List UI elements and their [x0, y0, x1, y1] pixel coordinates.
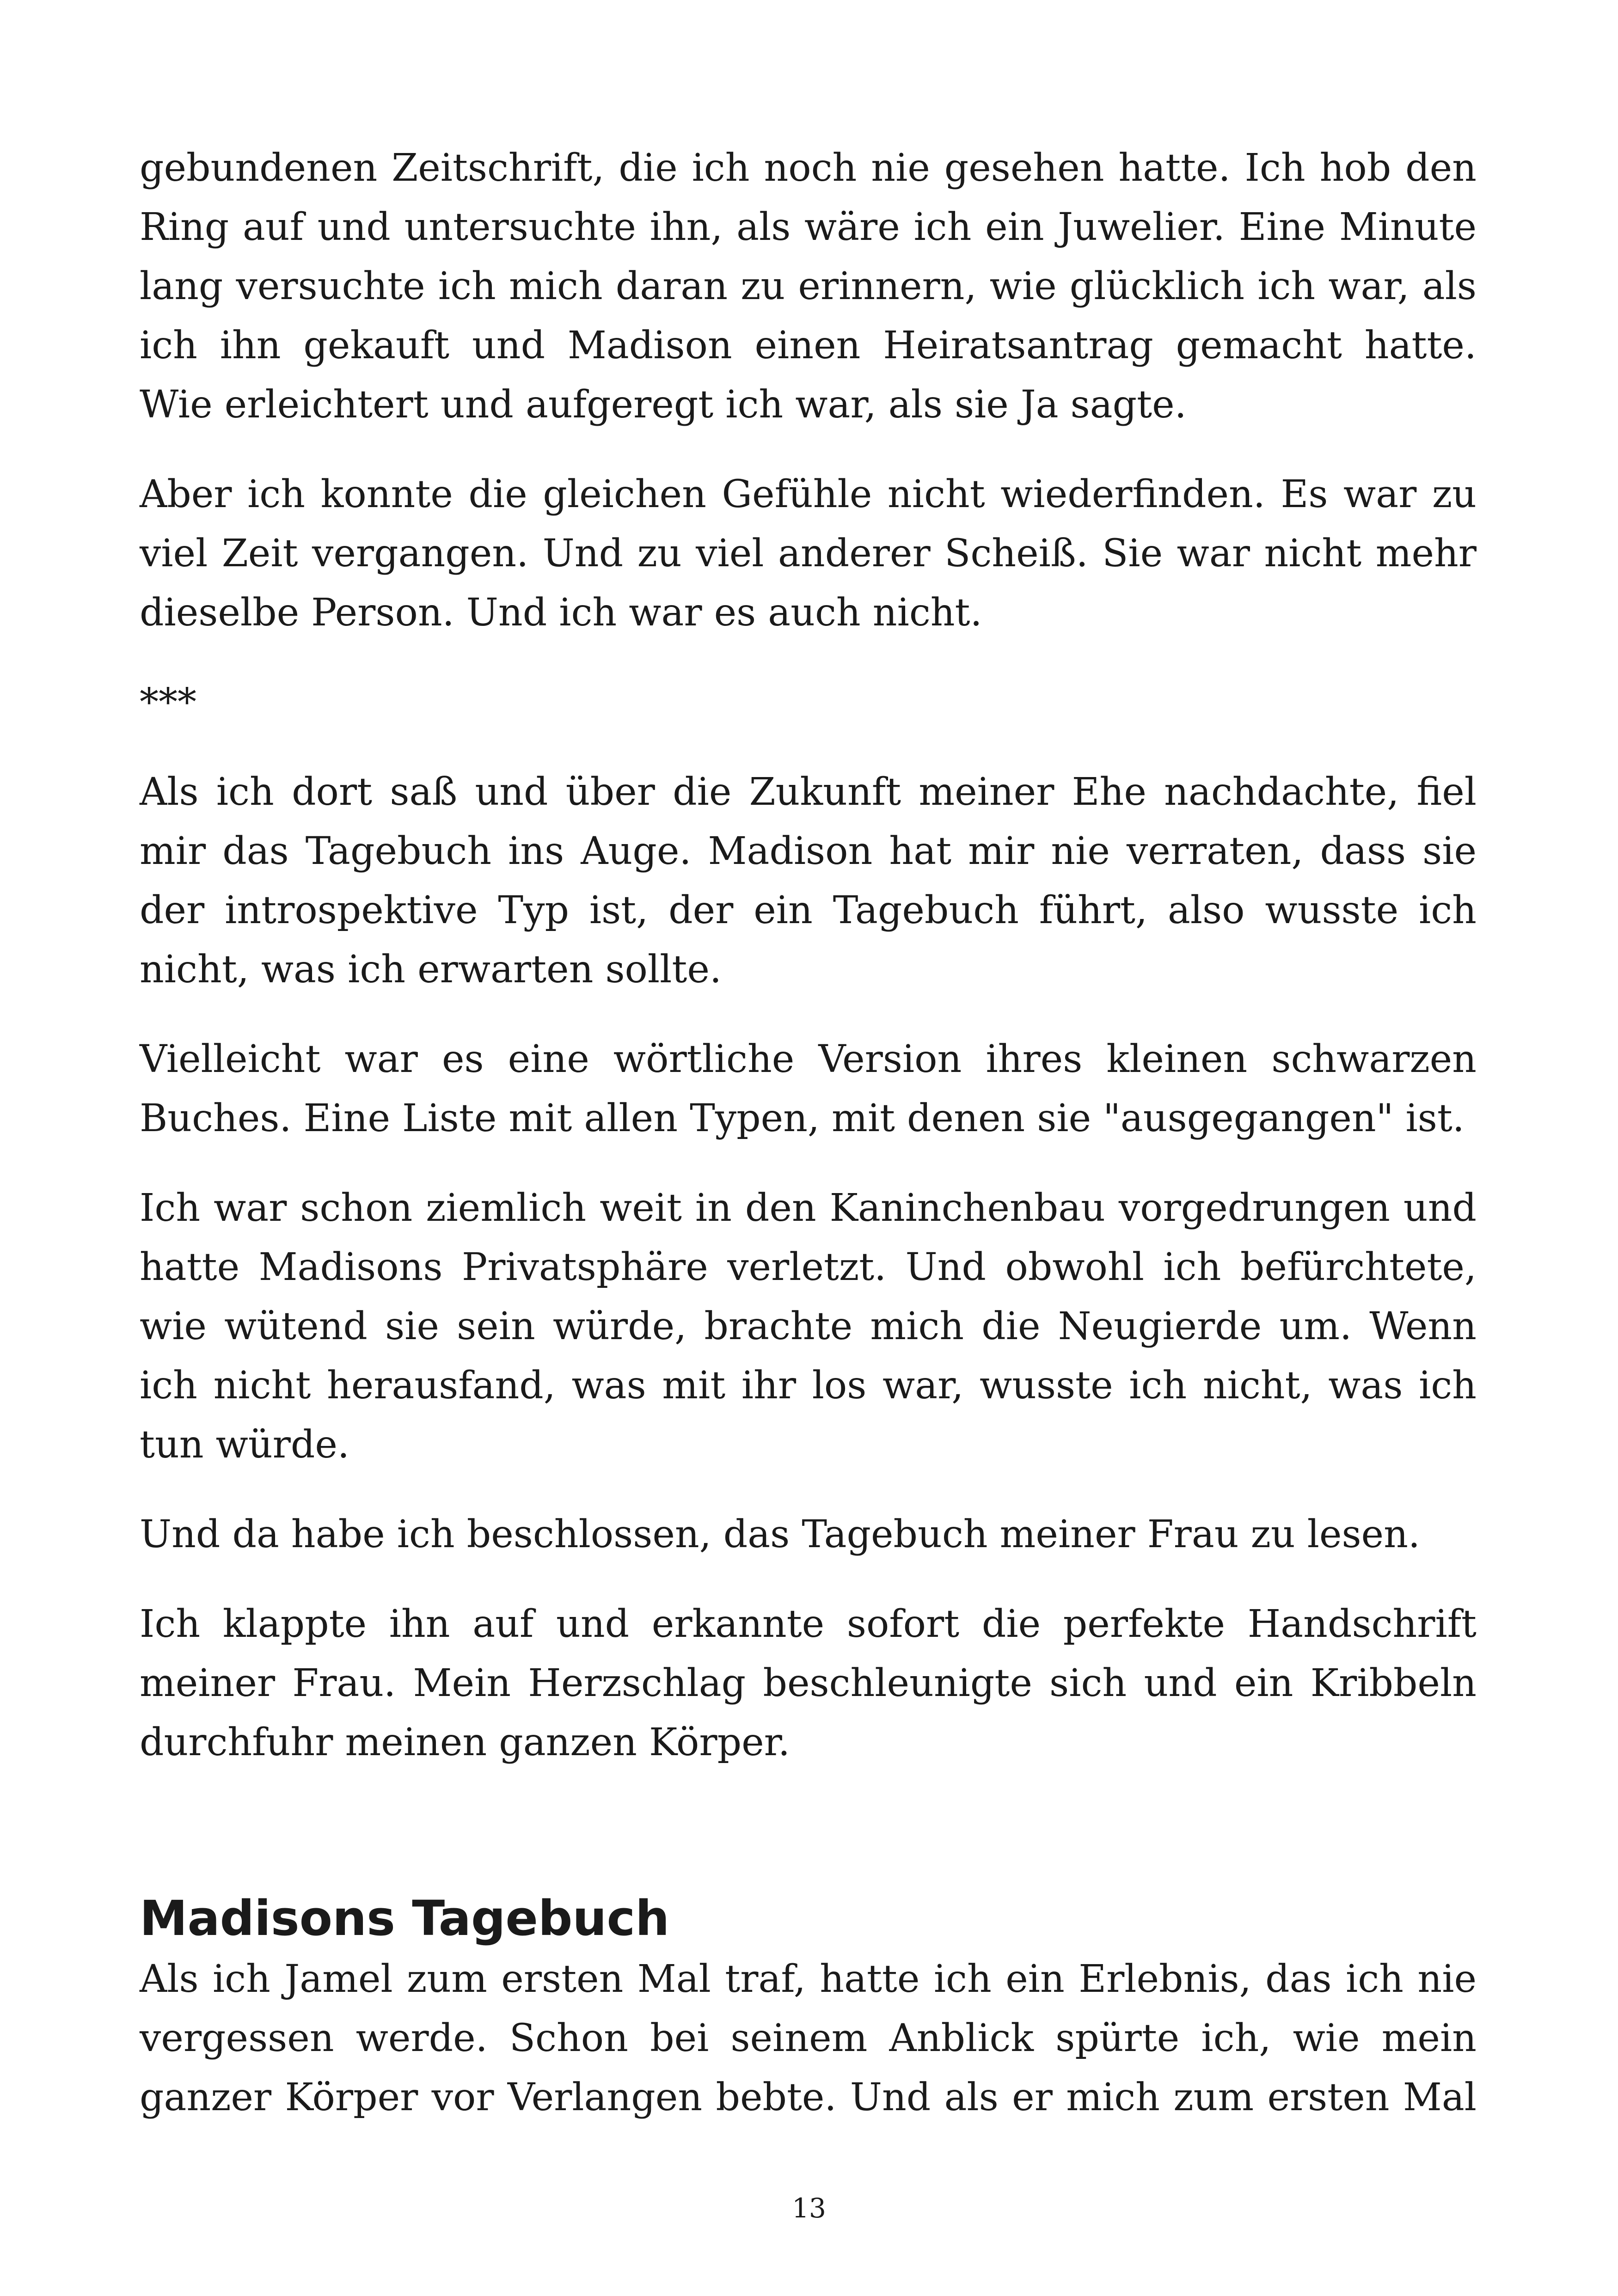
- paragraph-ring: gebundenen Zeitschrift, die ich noch nie gesehen hatte. Ich hob den Ring auf und untersuchte ihn, als wäre ich ein Juwelier. Eine Minute lang versuchte ich mich daran zu erinnern, wie glücklich ich war, als ich ihn gekauft und Madison einen Heiratsantrag gemacht hatte. Wie erleichtert und aufgeregt ich war, als sie Ja sagte.: [140, 146, 1477, 427]
- section-heading: Madisons Tagebuch: [140, 1890, 670, 1947]
- paragraph-black-book: Vielleicht war es eine wörtliche Version ihres kleinen schwarzen Buches. Eine Liste mit allen Typen, mit denen sie "ausgegangen" ist.: [140, 1037, 1477, 1140]
- page-number: 13: [792, 2192, 826, 2224]
- paragraph-handwriting: Ich klappte ihn auf und erkannte sofort die perfekte Handschrift meiner Frau. Mein Herzschlag beschleunigte sich und ein Kribbeln durchfuhr meinen ganzen Körper.: [140, 1602, 1477, 1764]
- body-text: [140, 139, 1477, 1803]
- paragraph-feelings: Aber ich konnte die gleichen Gefühle nicht wiederfinden. Es war zu viel Zeit vergangen. Und zu viel anderer Scheiß. Sie war nicht mehr dieselbe Person. Und ich war es auch nicht.: [140, 472, 1477, 635]
- scene-break: ***: [140, 680, 196, 724]
- paragraph-curiosity: Ich war schon ziemlich weit in den Kaninchenbau vorgedrungen und hatte Madisons Privatsphäre verletzt. Und obwohl ich befürchtete, wie wütend sie sein würde, brachte mich die Neugierde um. Wenn ich nicht herausfand, was mit ihr los war, wusste ich nicht, was ich tun würde.: [140, 1186, 1477, 1467]
- paragraph-diary-noticed: Als ich dort saß und über die Zukunft meiner Ehe nachdachte, fiel mir das Tagebuch ins Auge. Madison hat mir nie verraten, dass sie der introspektive Typ ist, der ein Tagebuch führt, also wusste ich nicht, was ich erwarten sollte.: [140, 770, 1477, 992]
- diary-paragraph: Als ich Jamel zum ersten Mal traf, hatte ich ein Erlebnis, das ich nie vergessen werde. Schon bei seinem Anblick spürte ich, wie mein ganzer Körper vor Verlangen bebte. Und als er mich zum ersten Mal: [140, 1957, 1477, 2119]
- paragraph-decision: Und da habe ich beschlossen, das Tagebuch meiner Frau zu lesen.: [140, 1512, 1420, 1556]
